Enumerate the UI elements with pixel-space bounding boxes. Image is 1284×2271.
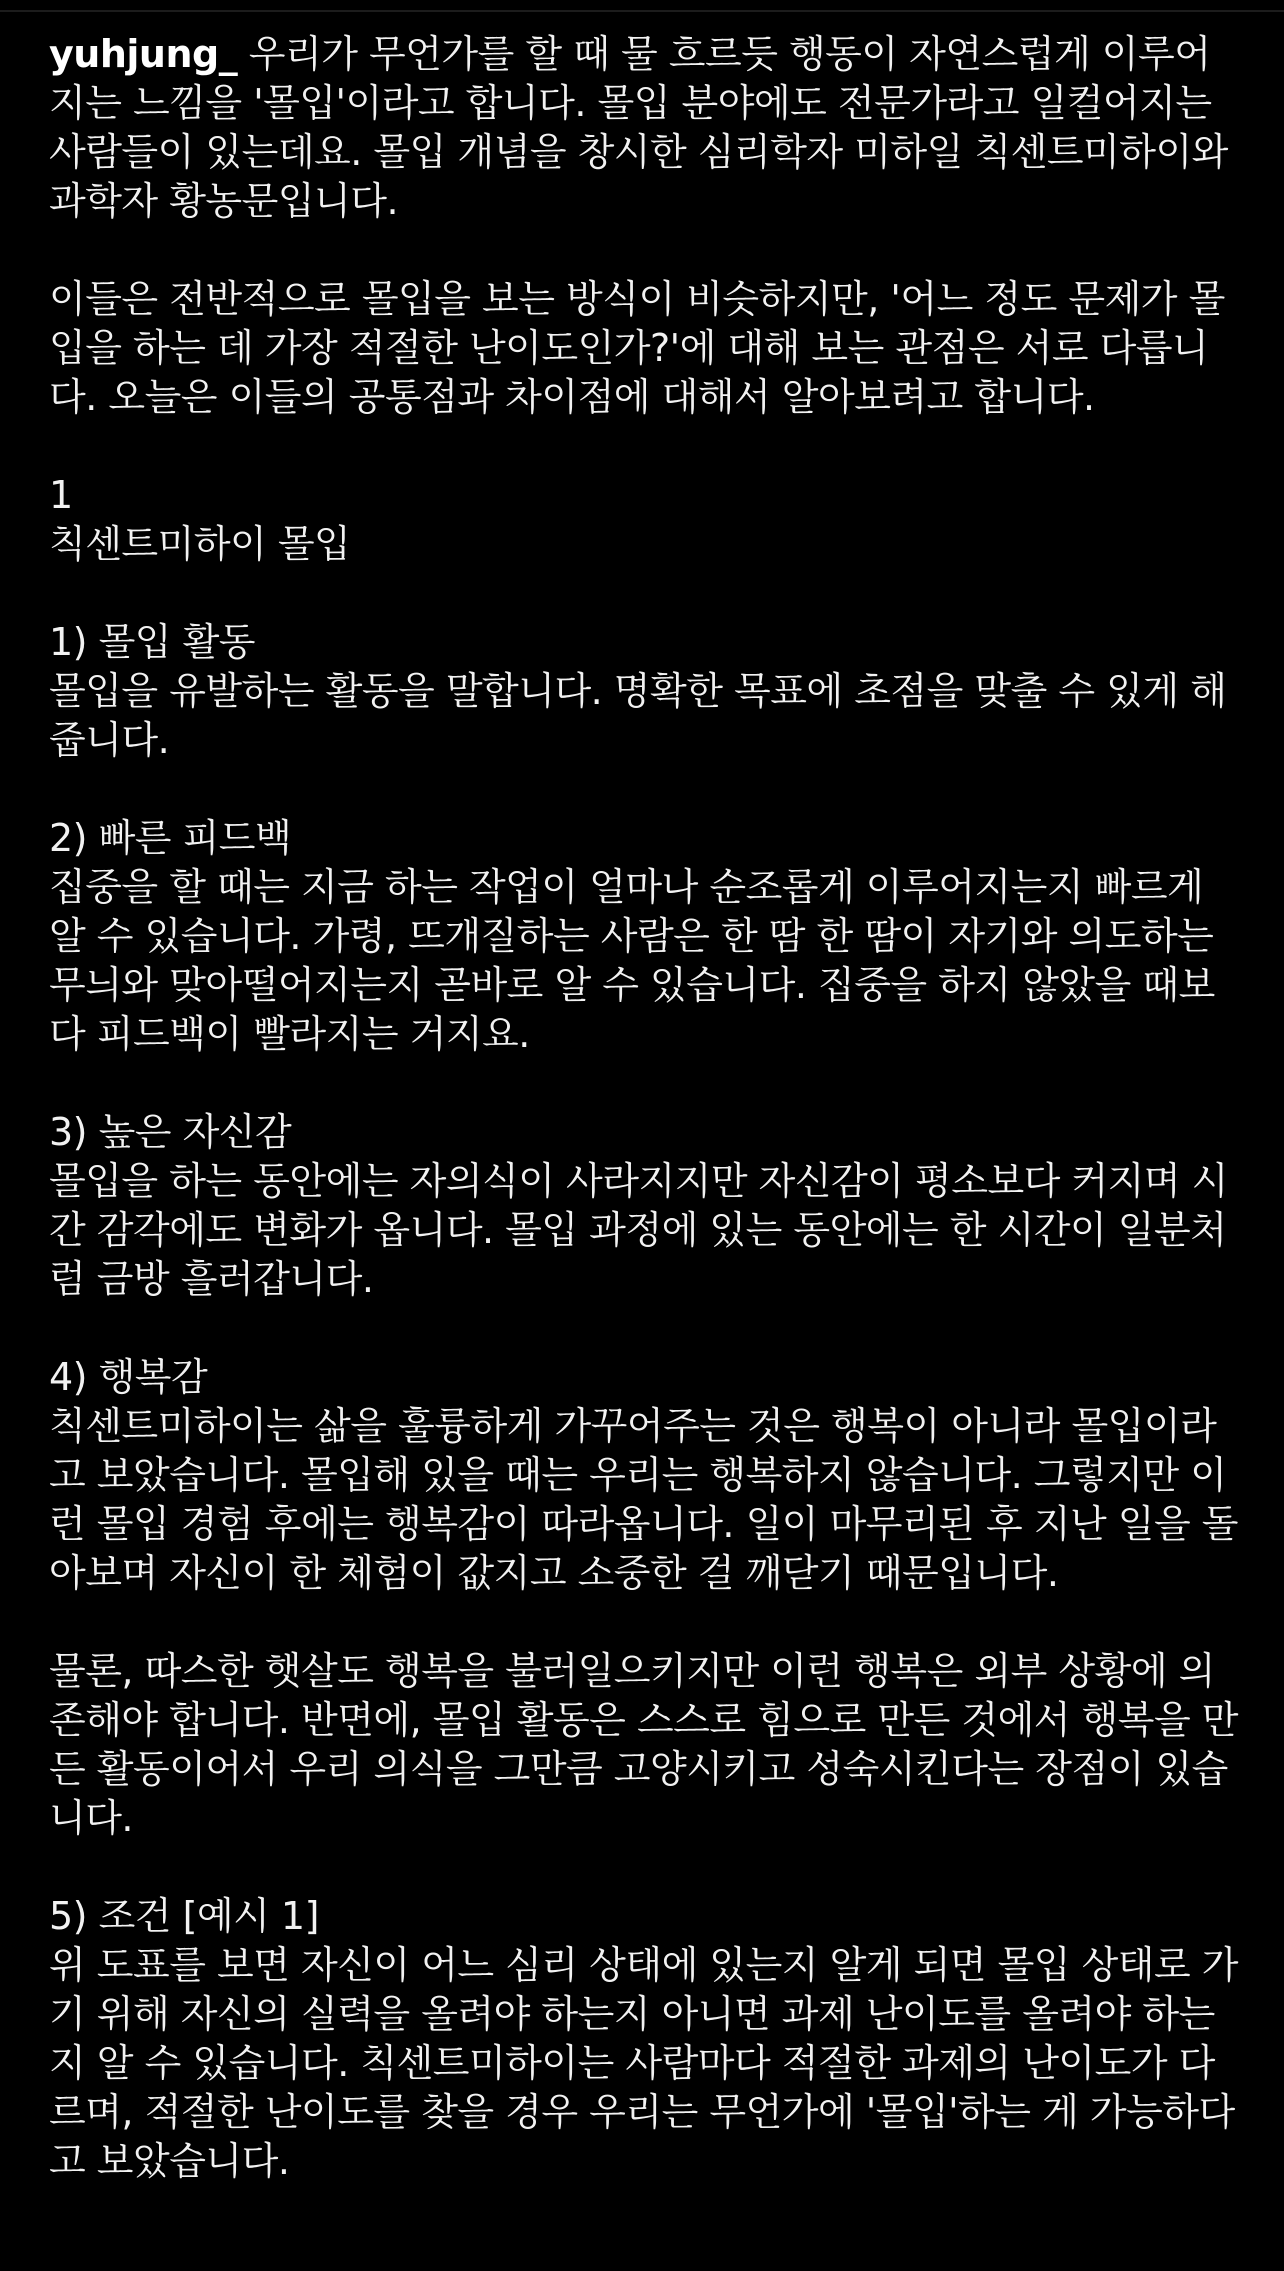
caption-paragraph: 이들은 전반적으로 몰입을 보는 방식이 비슷하지만, '어느 정도 문제가 몰입을 하는 데 가장 적절한 난이도인가?'에 대해 보는 관점은 서로 다릅니다. 오늘은 이들의 공통점과 차이점에 대해서 알아보려고 합니다. (49, 277, 1225, 419)
item-4 (49, 1353, 1239, 1598)
section-number: 1 (49, 473, 73, 517)
item-heading: 3) 높은 자신감 (49, 1110, 292, 1154)
username-link[interactable]: yuhjung_ (49, 32, 238, 76)
item-1 (49, 618, 1239, 765)
item-heading: 1) 몰입 활동 (49, 620, 255, 664)
item-heading: 4) 행복감 (49, 1355, 208, 1399)
item-body: 칙센트미하이는 삶을 훌륭하게 가꾸어주는 것은 행복이 아니라 몰입이라고 보았습니다. 몰입해 있을 때는 우리는 행복하지 않습니다. 그렇지만 이런 몰입 경험 후에는 행복감이 따라옵니다. 일이 마무리된 후 지난 일을 돌아보며 자신이 한 체험이 값지고 소중한 걸 깨닫기 때문입니다. (49, 1404, 1238, 1595)
caption-intro (49, 30, 1239, 226)
item-body: 위 도표를 보면 자신이 어느 심리 상태에 있는지 알게 되면 몰입 상태로 가기 위해 자신의 실력을 올려야 하는지 아니면 과제 난이도를 올려야 하는지 알 수 있습니다. 칙센트미하이는 사람마다 적절한 과제의 난이도가 다르며, 적절한 난이도를 찾을 경우 우리는 무언가에 '몰입'하는 게 가능하다고 보았습니다. (49, 1943, 1238, 2183)
item-2 (49, 814, 1239, 1059)
top-divider (0, 10, 1284, 12)
caption-paragraph: 물론, 따스한 햇살도 행복을 불러일으키지만 이런 행복은 외부 상황에 의존해야 합니다. 반면에, 몰입 활동은 스스로 힘으로 만든 것에서 행복을 만든 활동이어서 우리 의식을 그만큼 고양시키고 성숙시킨다는 장점이 있습니다. (49, 1649, 1238, 1840)
post-caption (49, 30, 1239, 2235)
item-5 (49, 1892, 1239, 2186)
item-heading: 5) 조건 [예시 1] (49, 1894, 319, 1938)
section-header (49, 471, 1239, 569)
item-body: 몰입을 하는 동안에는 자의식이 사라지지만 자신감이 평소보다 커지며 시간 감각에도 변화가 옵니다. 몰입 과정에 있는 동안에는 한 시간이 일분처럼 금방 흘러갑니다. (49, 1159, 1228, 1301)
item-heading: 2) 빠른 피드백 (49, 816, 292, 860)
item-3 (49, 1108, 1239, 1304)
section-title: 칙센트미하이 몰입 (49, 522, 351, 566)
intro-text: 우리가 무언가를 할 때 물 흐르듯 행동이 자연스럽게 이루어지는 느낌을 '몰입'이라고 합니다. 몰입 분야에도 전문가라고 일컬어지는 사람들이 있는데요. 몰입 개념을 창시한 심리학자 미하일 칙센트미하이와 과학자 황농문입니다. (49, 32, 1240, 223)
item-body: 몰입을 유발하는 활동을 말합니다. 명확한 목표에 초점을 맞출 수 있게 해줍니다. (49, 669, 1227, 762)
item-body: 집중을 할 때는 지금 하는 작업이 얼마나 순조롭게 이루어지는지 빠르게 알 수 있습니다. 가령, 뜨개질하는 사람은 한 땀 한 땀이 자기와 의도하는 무늬와 맞아떨어지는지 곧바로 알 수 있습니다. 집중을 하지 않았을 때보다 피드백이 빨라지는 거지요. (49, 865, 1225, 1056)
